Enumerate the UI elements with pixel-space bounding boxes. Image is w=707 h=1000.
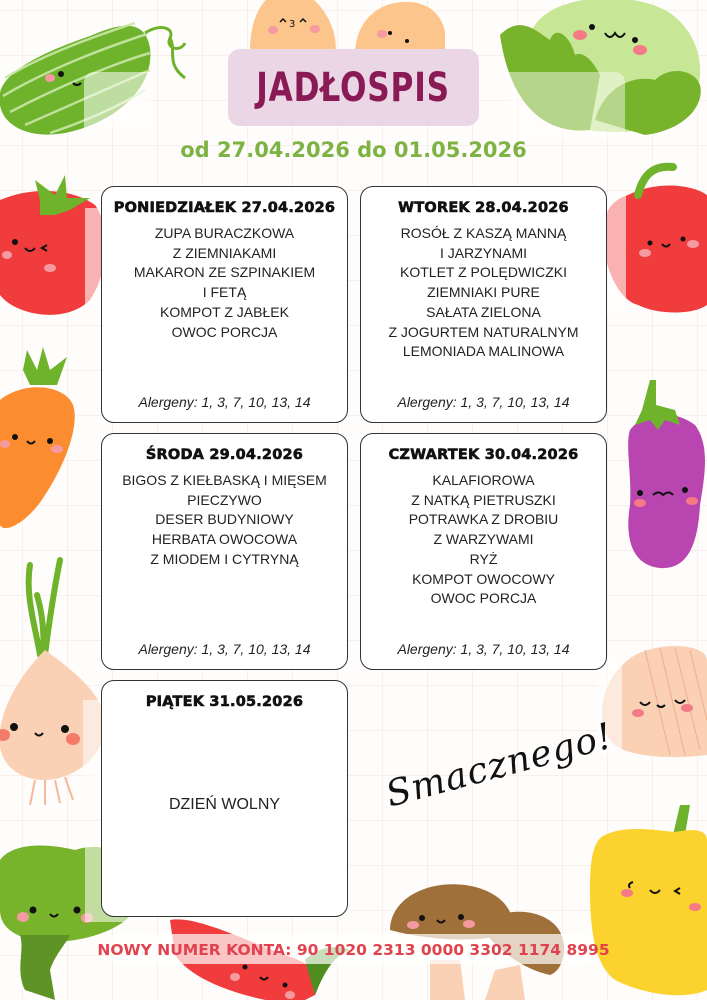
meal-item: ZIEMNIAKI PURE [427, 284, 540, 301]
meal-item: Z NATKĄ PIETRUSZKI [411, 491, 556, 508]
allergens-info: Alergeny: 1, 3, 7, 10, 13, 14 [138, 394, 311, 410]
allergens-info: Alergeny: 1, 3, 7, 10, 13, 14 [397, 394, 570, 410]
meal-list [102, 224, 347, 342]
meal-item: Z WARZYWAMI [433, 531, 534, 548]
title-banner [228, 49, 479, 126]
meal-item: POTRAWKA Z DROBIU [408, 511, 559, 528]
meal-item: ROSÓŁ Z KASZĄ MANNĄ [400, 225, 567, 241]
meal-item: PIECZYWO [187, 491, 262, 508]
meal-item: OWOC PORCJA [171, 323, 278, 340]
meal-item: BIGOS Z KIEŁBASKĄ I MIĘSEM [122, 472, 327, 488]
day-card-tuesday [360, 186, 607, 423]
meal-list [102, 471, 347, 570]
meal-item: KOMPOT OWOCOWY [412, 570, 555, 587]
day-off-note: DZIEŃ WOLNY [168, 796, 281, 813]
day-card-thursday [360, 433, 607, 670]
day-card-monday [101, 186, 348, 423]
meal-item: Z ZIEMNIAKAMI [172, 244, 277, 261]
meal-item: DESER BUDYNIOWY [155, 511, 294, 528]
bank-account-number: NOWY NUMER KONTA: 90 1020 2313 0000 3302 1174 8995 [97, 941, 610, 959]
date-range: od 27.04.2026 do 01.05.2026 [180, 138, 527, 162]
cucumber-overlay [84, 72, 154, 128]
day-title: PONIEDZIAŁEK 27.04.2026 [113, 200, 336, 216]
meal-item: OWOC PORCJA [430, 590, 537, 607]
meal-item: ZUPA BURACZKOWA [154, 225, 295, 241]
allergens-info: Alergeny: 1, 3, 7, 10, 13, 14 [138, 641, 311, 657]
bell-pepper-yellow-icon [585, 800, 707, 1000]
meal-item: MAKARON ZE SZPINAKIEM [133, 264, 316, 281]
meal-item: Z JOGURTEM NATURALNYM [388, 323, 579, 340]
meal-item: RYŻ [469, 550, 498, 567]
meal-item: KALAFIOROWA [432, 472, 535, 488]
meal-list [361, 471, 606, 609]
page-title: JADŁOSPIS [256, 64, 451, 111]
meal-list [361, 224, 606, 362]
day-card-friday [101, 680, 348, 917]
meal-item: KOTLET Z POLĘDWICZKI [400, 264, 567, 281]
day-title: ŚRODA 29.04.2026 [145, 447, 304, 463]
greeting-text: Smacznego! [381, 715, 618, 816]
carrot-icon [0, 345, 85, 535]
allergens-info: Alergeny: 1, 3, 7, 10, 13, 14 [397, 641, 570, 657]
meal-item: I FETĄ [202, 284, 247, 301]
meal-item: LEMONIADA MALINOWA [402, 343, 565, 360]
svg-text:3: 3 [289, 19, 296, 30]
eggplant-icon [620, 375, 707, 570]
meal-item: SAŁATA ZIELONA [426, 303, 541, 320]
day-title: PIĄTEK 31.05.2026 [145, 694, 304, 710]
day-card-wednesday [101, 433, 348, 670]
lettuce-overlay [505, 72, 625, 140]
meal-item: KOMPOT Z JABŁEK [160, 303, 289, 320]
meal-item: I JARZYNAMI [439, 244, 528, 261]
day-title: WTOREK 28.04.2026 [398, 200, 569, 216]
meal-item: HERBATA OWOCOWA [151, 531, 298, 548]
meal-item: Z MIODEM I CYTRYNĄ [150, 550, 299, 567]
day-title: CZWARTEK 30.04.2026 [388, 447, 579, 463]
